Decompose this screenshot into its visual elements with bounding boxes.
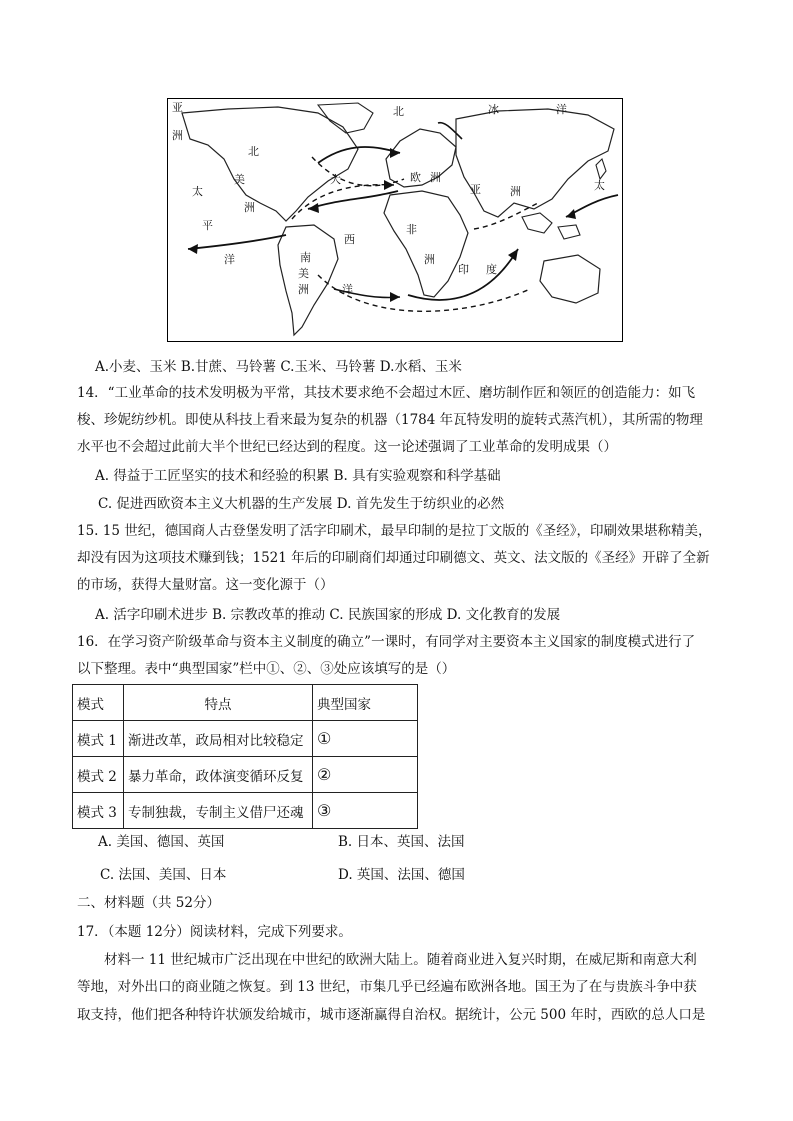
table-cell: ② (313, 757, 418, 793)
q14-line-2: 梭、珍妮纺纱机。即使从科技上看来最为复杂的机器（1784 年瓦特发明的旋转式蒸汽机），其所需的物理 (77, 412, 703, 428)
q13-options: A.小麦、玉米 B.甘蔗、马铃薯 C.玉米、马铃薯 D.水稻、玉米 (95, 359, 462, 375)
section-title: 二、材料题（共 52分） (77, 895, 220, 911)
label-africa-2: 洲 (424, 253, 435, 266)
table-cell: 渐进改革，政局相对比较稳定 (124, 721, 313, 757)
q15-options: A. 活字印刷术进步 B. 宗教改革的推动 C. 民族国家的形成 D. 文化教育的发展 (95, 607, 561, 623)
label-s-america-1: 南 (300, 251, 311, 264)
q16-table (72, 684, 418, 829)
q16-option-d: D. 英国、法国、德国 (338, 867, 465, 883)
label-arctic-3: 洋 (556, 103, 567, 116)
label-africa-1: 非 (406, 223, 417, 236)
q14-options-1: A. 得益于工匠坚实的技术和经验的积累 B. 具有实验观察和科学基础 (95, 468, 501, 484)
q17-paragraph-line-1: 材料一 11 世纪城市广泛出现在中世纪的欧洲大陆上。随着商业进入复兴时期，在威尼斯和南意大利 (104, 952, 697, 968)
q15-line-1: 15. 15 世纪，德国商人古登堡发明了活字印刷术，最早印制的是拉丁文版的《圣经》，印刷效果堪称精美， (77, 523, 712, 539)
table-row (73, 793, 418, 829)
table-header-cell: 特点 (124, 685, 313, 721)
label-n-america-1: 北 (248, 145, 259, 158)
label-s-america-2: 美 (298, 267, 309, 280)
table-header-row (73, 685, 418, 721)
route-americas-to-europe (318, 147, 400, 163)
label-asia-2: 洲 (510, 185, 521, 198)
q14-line-3: 水平也不会超过此前大半个世纪已经达到的程度。这一论述强调了工业革命的发明成果（） (77, 439, 617, 455)
q16-option-a: A. 美国、德国、英国 (98, 834, 225, 850)
table-cell: 专制独裁，专制主义借尸还魂 (124, 793, 313, 829)
africa-landmass (384, 191, 468, 297)
label-pacific-left-3: 洋 (224, 253, 235, 266)
label-atlantic-3: 洋 (342, 283, 353, 296)
q17-paragraph-line-2: 等地，对外出口的商业随之恢复。到 13 世纪，市集几乎已经遍布欧洲各地。国王为了在与贵族斗争中获 (77, 979, 697, 995)
arrowhead (390, 148, 400, 158)
label-n-america-2: 美 (234, 173, 245, 186)
label-pacific-right-1: 太 (594, 179, 605, 192)
arrowhead (566, 209, 576, 219)
label-asia-1: 亚 (470, 183, 481, 196)
q15-line-2: 却没有因为这项技术赚到钱；1521 年后的印刷商们却通过印刷德文、英文、法文版的《圣经》开辟了全新 (77, 550, 710, 566)
table-cell: 暴力革命，政体演变循环反复 (124, 757, 313, 793)
arrowhead (188, 244, 198, 254)
table-row (73, 757, 418, 793)
asia-landmass (456, 109, 614, 217)
q16-line-1: 16．在学习资产阶级革命与资本主义制度的确立”一课时，有同学对主要资本主义国家的制度模式进行了 (77, 634, 696, 650)
dashed-route-north-atlantic (312, 157, 404, 186)
label-arctic-1: 北 (393, 105, 404, 118)
label-europe-1: 欧 (410, 171, 421, 184)
q14-options-2: C. 促进西欧资本主义大机器的生产发展 D. 首先发生于纺织业的必然 (98, 496, 505, 512)
label-n-america-3: 洲 (244, 201, 255, 214)
south-america-landmass (278, 225, 338, 335)
japan-islands (596, 159, 606, 179)
world-map-figure (167, 98, 623, 342)
route-asia-to-europe (438, 123, 462, 139)
q17-intro: 17．（本题 12分）阅读材料，完成下列要求。 (77, 924, 352, 940)
route-south-america-to-pacific (188, 235, 286, 249)
label-indian-1: 印 (458, 263, 469, 276)
label-pacific-left-1: 太 (192, 185, 203, 198)
europe-landmass (386, 129, 456, 187)
q15-line-3: 的市场，获得大量财富。这一变化源于（） (77, 577, 334, 593)
table-header-cell: 模式 (73, 685, 124, 721)
table-cell: 模式 2 (73, 757, 124, 793)
table-cell: 模式 3 (73, 793, 124, 829)
table-header-cell: 典型国家 (313, 685, 418, 721)
table-cell: 模式 1 (73, 721, 124, 757)
q17-paragraph-line-3: 取支持，他们把各种特许状颁发给城市，城市逐渐赢得自治权。据统计，公元 500 年时，西欧的总人口是 (77, 1007, 706, 1023)
label-indian-2: 度 (486, 263, 497, 276)
label-asia-edge-1: 亚 (172, 101, 183, 114)
label-pacific-left-2: 平 (202, 219, 213, 232)
arrowhead (384, 180, 394, 190)
label-s-america-3: 洲 (298, 283, 309, 296)
q14-line-1: 14．“工业革命的技术发明极为平常，其技术要求绝不会超过木匠、磨坊制作匠和领匠的创造能力：如飞 (77, 385, 696, 401)
arrowhead (390, 292, 400, 302)
dashed-route-atlantic (292, 185, 394, 219)
q16-option-c: C. 法国、美国、日本 (100, 867, 227, 883)
label-atlantic-1: 大 (330, 173, 341, 186)
label-europe-2: 洲 (430, 171, 441, 184)
table-row (73, 721, 418, 757)
label-atlantic-2: 西 (344, 233, 355, 246)
label-arctic-2: 冰 (488, 103, 499, 116)
arrowhead (508, 249, 518, 261)
table-cell: ③ (313, 793, 418, 829)
world-map-svg (168, 99, 622, 341)
q16-line-2: 以下整理。表中“典型国家”栏中①、②、③处应该填写的是（） (77, 661, 456, 677)
route-europe-to-americas (308, 191, 398, 209)
label-asia-edge-2: 洲 (172, 129, 183, 142)
australia-landmass (540, 255, 600, 303)
q16-option-b: B. 日本、英国、法国 (338, 834, 465, 850)
table-cell: ① (313, 721, 418, 757)
